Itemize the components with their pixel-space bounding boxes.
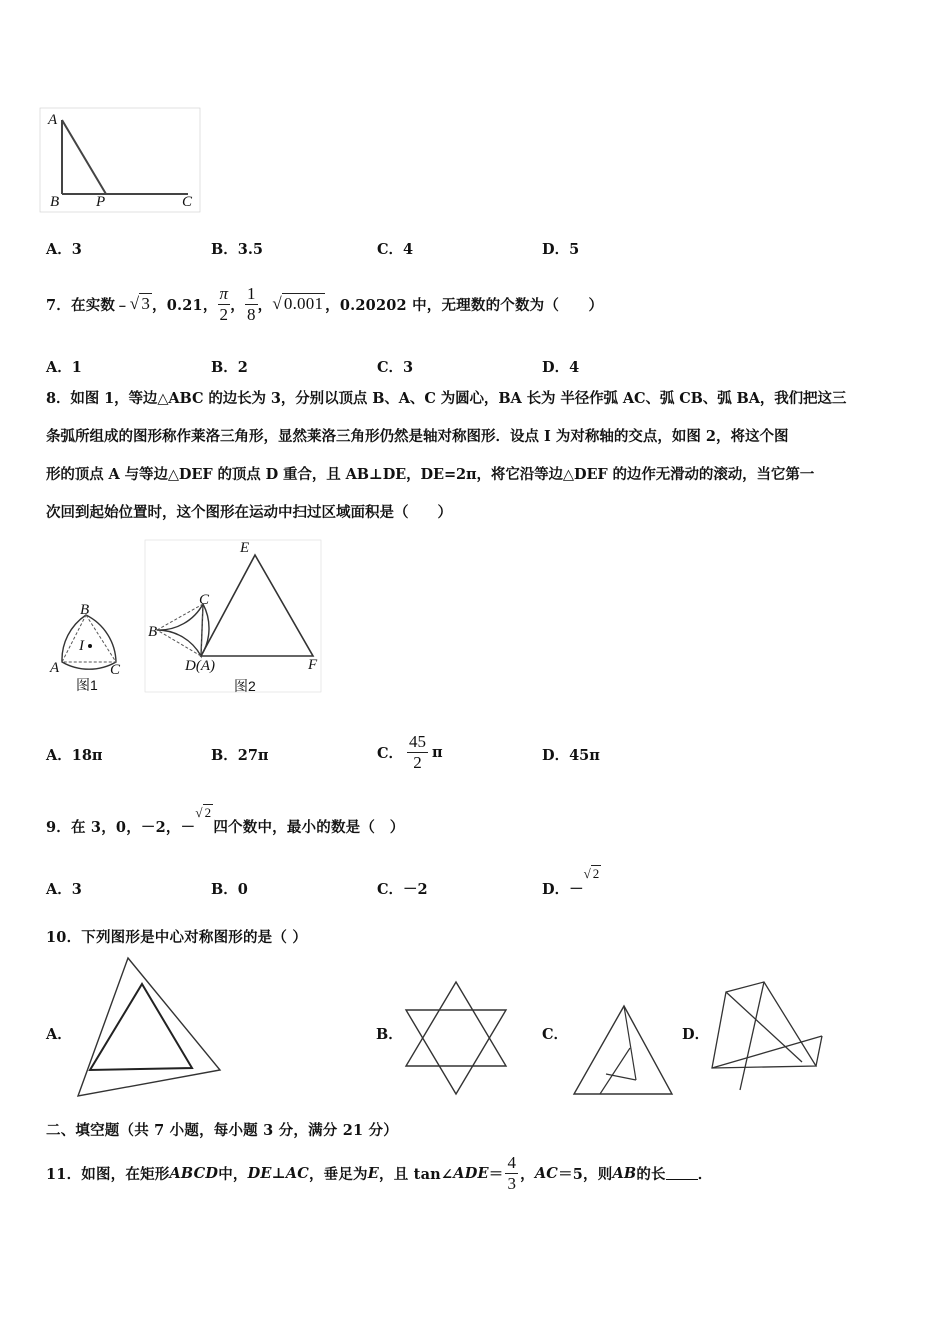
q11-text2: 中， [218,1165,248,1183]
q9-suffix: 四个数中，最小的数是（ ） [213,819,405,836]
fig1-label-c: C [110,662,121,678]
frac-den: 2 [219,304,229,324]
q10-option-a-label[interactable]: A． [46,1026,72,1043]
q11-text7: ＝5，则 [558,1165,613,1183]
sqrt2-value: 2 [204,805,212,820]
frac-num: 1 [246,283,256,303]
q11-abcd: ABCD [169,1164,219,1182]
option-c-pi: π [432,743,443,761]
figure-frame [145,540,321,692]
label-p: P [96,194,106,210]
q8-option-d[interactable]: D．45π [542,747,600,764]
q11-text3: ，垂足为 [308,1165,368,1183]
option-c-label: C． [377,744,404,762]
q10-stem: 10．下列图形是中心对称图形的是（ ） [46,929,308,946]
q8-option-a[interactable]: A．18π [46,747,103,764]
frac-den: 8 [246,304,256,324]
fraction-45-over-2 [407,732,428,773]
sqrt2-value: 2 [592,866,600,881]
sqrt3-value: 3 [141,294,151,313]
q8-line2: 条弧所组成的图形称作莱洛三角形，显然莱洛三角形仍然是轴对称图形．设点 I 为对称轴的交点，如图 2，将这个图 [46,428,789,445]
q6-option-c[interactable]: C．4 [377,241,414,258]
q11-ac: AC [285,1164,309,1182]
q8-line1: 8．如图 1，等边△ABC 的边长为 3，分别以顶点 B、A、C 为圆心，BA 长为 半径作弧 AC、弧 CB、弧 BA，我们把这三 [46,390,847,407]
fig1-label-b: B [80,602,90,618]
q7-option-a[interactable]: A．1 [46,359,82,376]
fig1-caption: 图1 [76,677,98,693]
fig2-caption: 图2 [234,678,256,694]
segment-ap [62,120,106,194]
q11-ac2: AC [534,1164,559,1182]
q11-stem [46,1142,712,1204]
q6-option-d[interactable]: D．5 [542,241,580,258]
fig2-label-f: F [308,657,318,673]
q7-option-d[interactable]: D．4 [542,359,580,376]
fraction-pi-over-2 [218,284,231,325]
q6-option-b[interactable]: B．3.5 [211,241,263,258]
q7-suffix: ，0.20202 中，无理数的个数为（ ） [325,296,604,314]
q8-line3: 形的顶点 A 与等边△DEF 的顶点 D 重合，且 AB⊥DE，DE=2π，将它沿等边△DEF 的边作无滑动的滚动，当它第一 [46,466,815,483]
q7-stem [46,278,603,330]
section-2-heading: 二、填空题（共 7 小题，每小题 3 分，满分 21 分） [46,1122,398,1139]
answer-blank[interactable] [666,1167,698,1180]
q9-option-a[interactable]: A．3 [46,881,82,898]
q10-figure-c[interactable] [570,1004,676,1098]
q8-stem [46,380,916,532]
q7-comma2: ， [257,296,273,314]
fig2-label-c: C [199,592,210,608]
label-c: C [182,194,193,210]
q10-figure-d[interactable] [706,980,828,1096]
q11-comma: ， [520,1165,535,1183]
sqrt-0001: √ 0.001 [272,294,324,313]
q11-e: E [367,1164,380,1182]
q10-option-c-label[interactable]: C． [542,1026,569,1043]
q7-option-b[interactable]: B．2 [211,359,248,376]
perpendicular-symbol: ⊥ [271,1164,286,1182]
q11-ab: AB [612,1164,637,1182]
q11-ade: ADE [453,1164,489,1182]
q11-text1: 11．如图，在矩形 [46,1165,170,1183]
sqrt-value: 0.001 [283,294,324,313]
frac-num: π [219,283,229,303]
q11-period: ． [697,1165,713,1183]
q9-stem [46,802,404,842]
q9-option-d[interactable] [542,862,601,898]
q8-line4: 次回到起始位置时，这个图形在运动中扫过区域面积是（ ） [46,504,452,521]
fig2-label-e: E [240,540,250,556]
fig1-label-a: A [50,660,60,676]
sqrt3: √ 3 [129,294,151,313]
center-point-i [88,644,92,648]
q10-option-d-label[interactable]: D． [682,1026,710,1043]
q10-option-b-label[interactable]: B． [376,1026,403,1043]
q7-text1: ，0.21， [152,296,218,314]
frac-num: 45 [409,731,427,751]
triangle-def-figure-2 [145,540,325,696]
label-b: B [50,194,60,210]
q11-de: DE [247,1164,272,1182]
fig2-label-b: B [148,624,158,640]
frac-den: 2 [413,752,422,772]
q11-equals: ＝ [488,1165,504,1183]
q9-prefix: 9．在 3，0，－2，－ [46,819,196,836]
q9-option-c[interactable]: C．－2 [377,881,428,898]
sqrt2: √ 2 [195,805,212,820]
fraction-1-over-8 [245,284,258,325]
label-a: A [48,112,58,128]
sqrt2: √ 2 [583,866,600,881]
q6-diagram [40,108,205,216]
q10-figure-a[interactable] [74,956,224,1098]
q8-option-b[interactable]: B．27π [211,747,269,764]
frac-den: 3 [507,1173,517,1193]
q9-option-b[interactable]: B．0 [211,881,248,898]
fig2-label-da: D(A) [185,658,215,674]
q8-option-c[interactable] [377,716,443,788]
q7-comma: ， [230,296,245,314]
option-d-label: D．－ [542,881,584,898]
q11-text8: 的长 [636,1165,666,1183]
q11-text4: ，且 tan∠ [379,1165,454,1183]
q7-prefix: 7．在实数﹣ [46,296,130,314]
fraction-4-over-3 [505,1153,518,1194]
q10-figure-b[interactable] [402,980,510,1098]
q7-option-c[interactable]: C．3 [377,359,414,376]
frac-num: 4 [507,1152,517,1172]
q6-option-a[interactable]: A．3 [46,241,82,258]
fig1-label-i: I [79,638,84,654]
